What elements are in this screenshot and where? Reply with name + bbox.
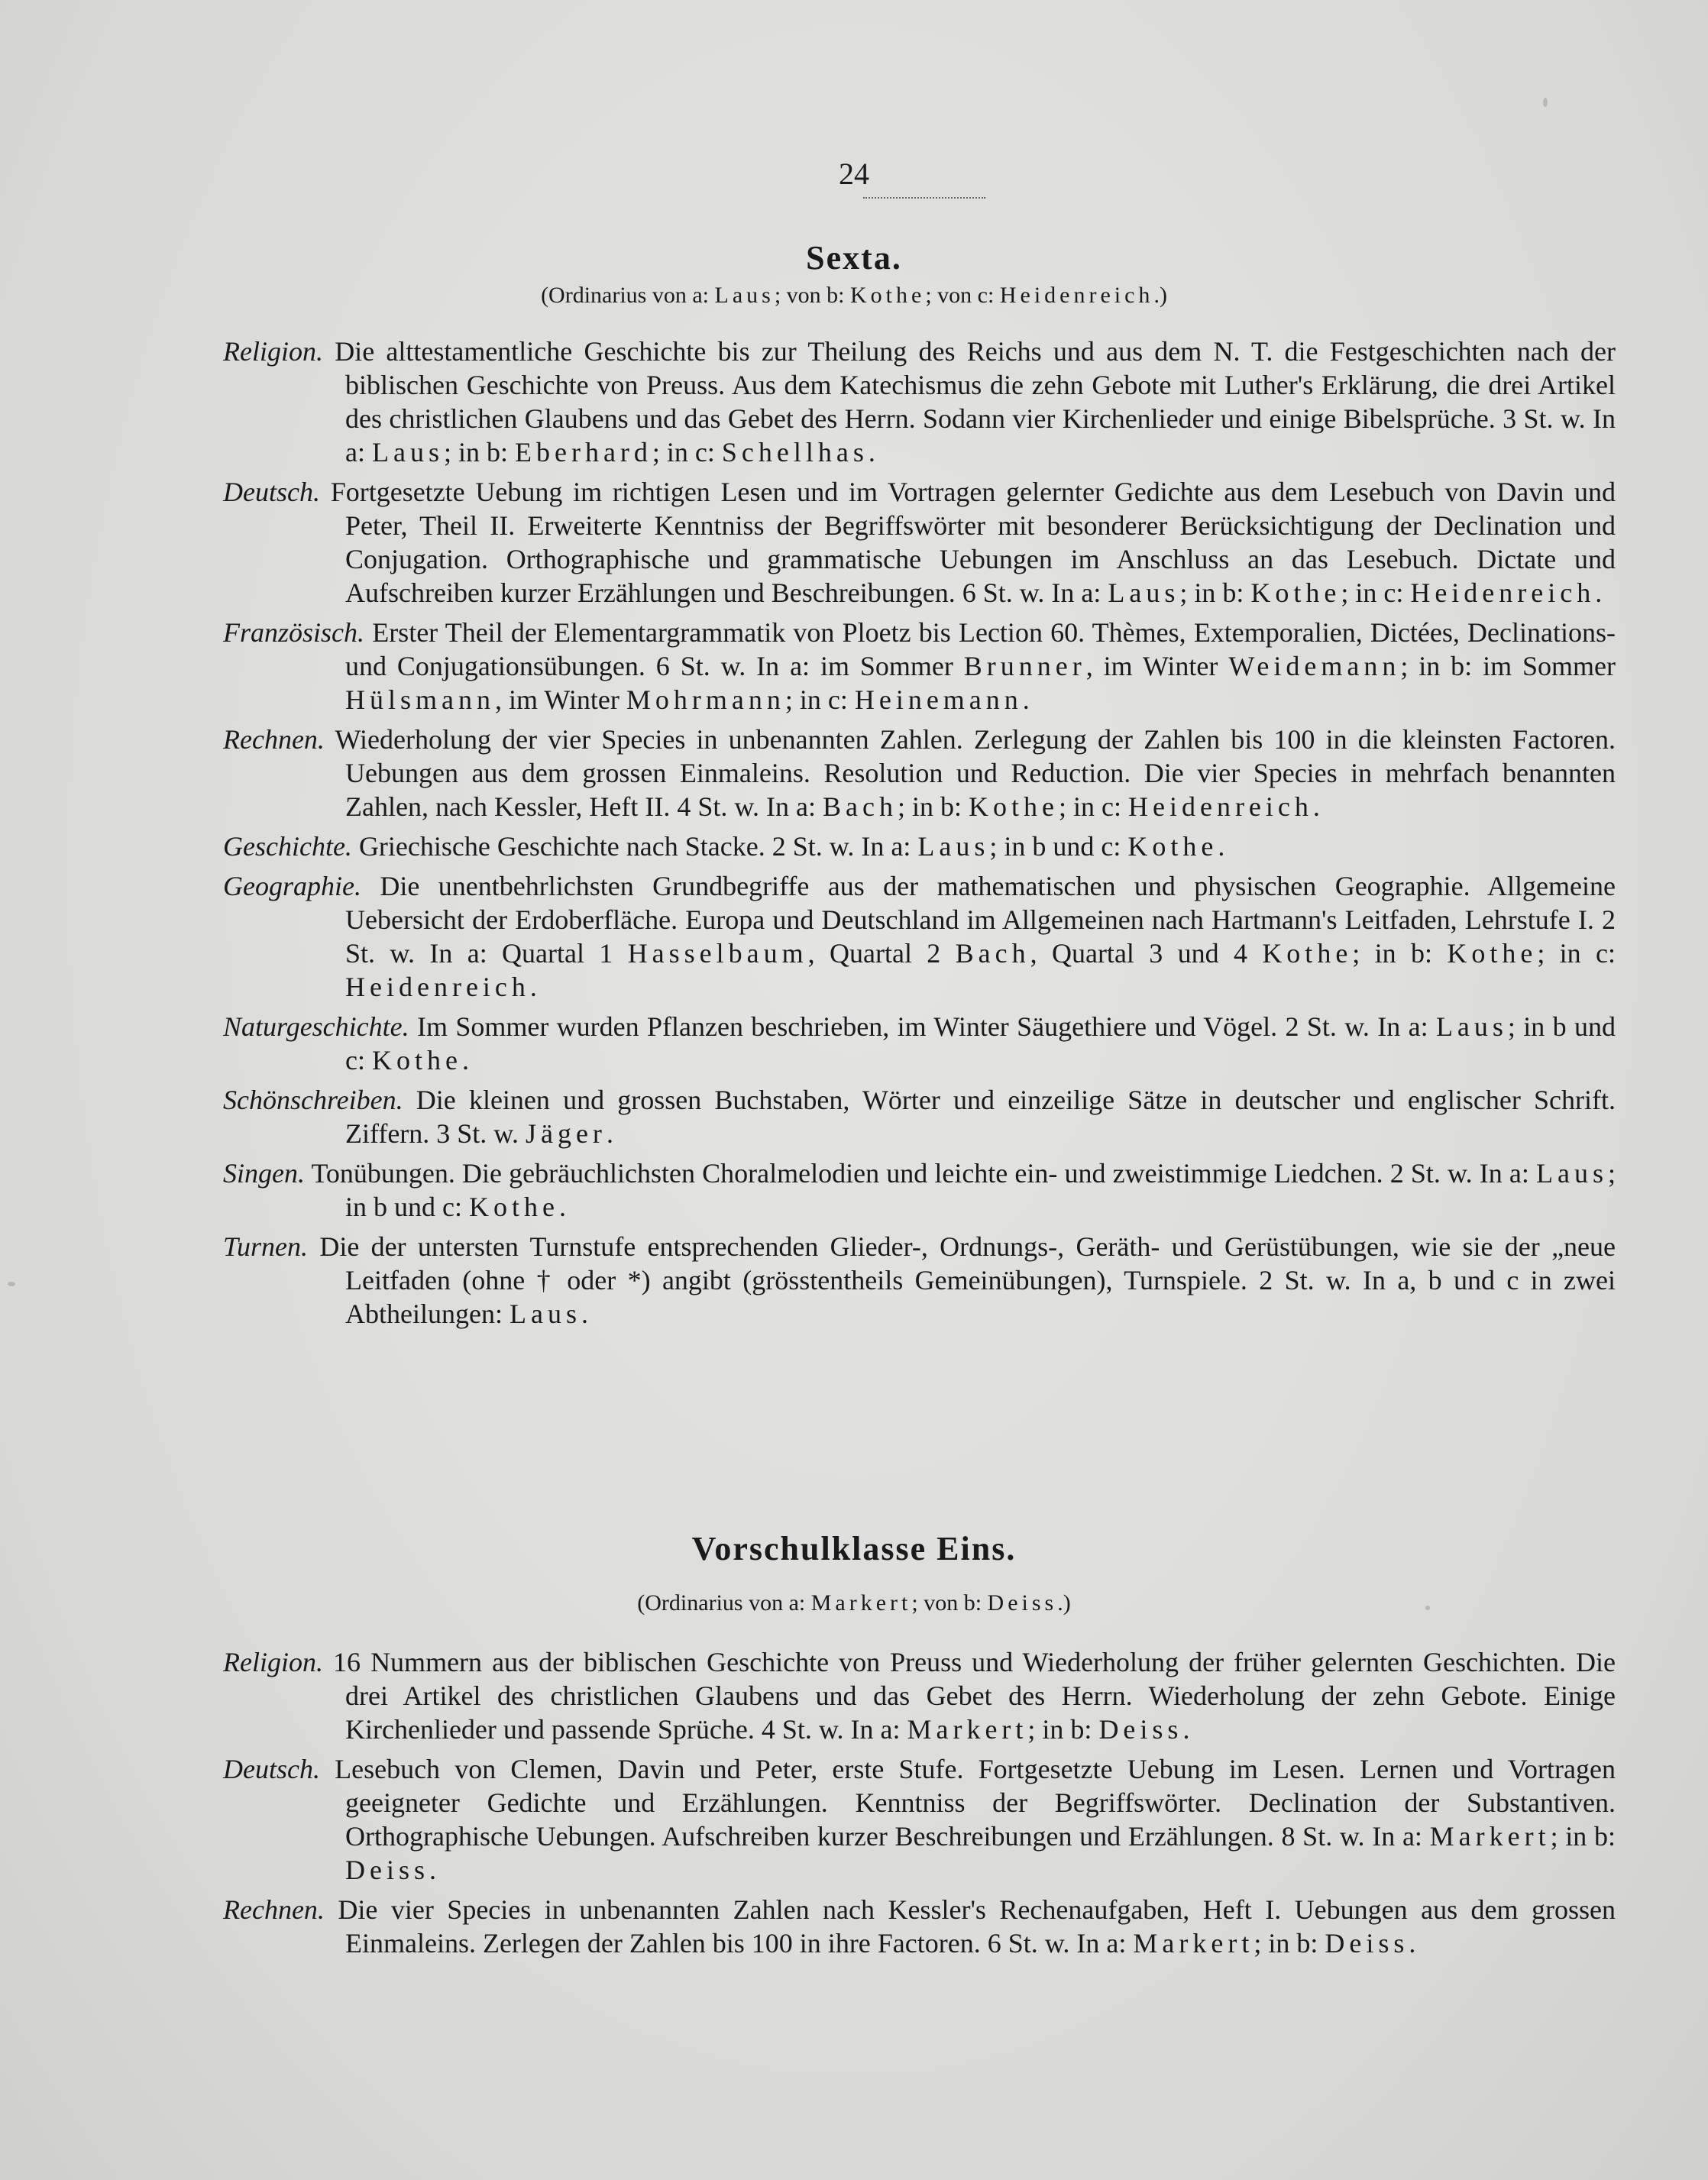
entry-franzoesisch: Französisch. Erster Theil der Elementargrammatik von Ploetz bis Lection 60. Thèmes, Extemporalien, Dictées, Declinations- und Conjugationsübungen. 6 St. w. In a: im Sommer Brunner, im Winter Weidemann; in b: im Sommer Hülsmann, im Winter Mohrmann; in c: Heinemann. xyxy=(223,617,1616,715)
entry-turnen: Turnen. Die der untersten Turnstufe entsprechenden Glieder-, Ordnungs-, Geräth- und Gerüstübungen, wie sie der „neue Leitfaden (ohne † oder *) angibt (grösstentheils Gemeinübungen), Turnspiele. 2 St. w. In a, b und c in zwei Abtheilungen: Laus. xyxy=(223,1231,1616,1329)
entry-deutsch-vorschule: Deutsch. Lesebuch von Clemen, Davin und Peter, erste Stufe. Fortgesetzte Uebung im Lesen. Lernen und Vortragen geeigneter Gedichte und Erzählungen. Kenntniss der Begriffswörter. Declination der Substantiven. Orthographische Uebungen. Aufschreiben kurzer Beschreibungen und Erzählungen. 8 St. w. In a: Markert; in b: Deiss. xyxy=(223,1754,1616,1885)
vorschulklasse-entries xyxy=(223,1645,1616,1960)
entry-religion: Religion. Die alttestamentliche Geschichte bis zur Theilung des Reichs und aus dem N. T. die Festgeschichten nach der biblischen Geschichte von Preuss. Aus dem Katechismus die zehn Gebote mit Luther's Erklärung, die drei Artikel des christlichen Glaubens und das Gebet des Herrn. Sodann vier Kirchenlieder und einige Bibelsprüche. 3 St. w. In a: Laus; in b: Eberhard; in c: Schellhas. xyxy=(223,336,1616,467)
entry-singen: Singen. Tonübungen. Die gebräuchlichsten Choralmelodien und leichte ein- und zweistimmige Liedchen. 2 St. w. In a: Laus; in b und c: Kothe. xyxy=(223,1158,1616,1222)
entry-geschichte: Geschichte. Griechische Geschichte nach Stacke. 2 St. w. In a: Laus; in b und c: Kothe. xyxy=(223,831,1225,862)
entry-religion-vorschule: Religion. 16 Nummern aus der biblischen Geschichte von Preuss und Wiederholung der früher gelernten Geschichten. Die drei Artikel des christlichen Glaubens und das Gebet des Herrn. Wiederholung der zehn Gebote. Einige Kirchenlieder und passende Sprüche. 4 St. w. In a: Markert; in b: Deiss. xyxy=(223,1647,1616,1745)
entry-naturgeschichte: Naturgeschichte. Im Sommer wurden Pflanzen beschrieben, im Winter Säugethiere und Vögel. 2 St. w. In a: Laus; in b und c: Kothe. xyxy=(223,1011,1616,1075)
ordinarius-sexta: (Ordinarius von a: Laus; von b: Kothe; von c: Heidenreich.) xyxy=(541,283,1167,308)
entry-deutsch: Deutsch. Fortgesetzte Uebung im richtigen Lesen und im Vortragen gelernter Gedichte aus dem Lesebuch von Davin und Peter, Theil II. Erweiterte Kenntniss der Begriffswörter mit besonderer Berücksichtigung der Declination und Conjugation. Orthographische und grammatische Uebungen im Anschluss an das Lesebuch. Dictate und Aufschreiben kurzer Erzählungen und Beschreibungen. 6 St. w. In a: Laus; in b: Kothe; in c: Heidenreich. xyxy=(223,477,1616,608)
page-number-rule xyxy=(863,192,985,199)
paper-blemish xyxy=(1543,98,1548,107)
sexta-entries xyxy=(223,335,1616,1331)
entry-schoenschreiben: Schönschreiben. Die kleinen und grossen Buchstaben, Wörter und einzeilige Sätze in deutscher und englischer Schrift. Ziffern. 3 St. w. Jäger. xyxy=(223,1085,1616,1149)
section-title-vorschulklasse: Vorschulklasse Eins. xyxy=(691,1530,1017,1567)
paper-blemish xyxy=(8,1282,15,1286)
entry-rechnen-vorschule: Rechnen. Die vier Species in unbenannten Zahlen nach Kessler's Rechenaufgaben, Heft I. Uebungen aus dem grossen Einmaleins. Zerlegen der Zahlen bis 100 in ihre Factoren. 6 St. w. In a: Markert; in b: Deiss. xyxy=(223,1894,1616,1958)
section-title-sexta: Sexta. xyxy=(806,239,902,277)
entry-geographie: Geographie. Die unentbehrlichsten Grundbegriffe aus der mathematischen und physischen Geographie. Allgemeine Uebersicht der Erdoberfläche. Europa und Deutschland im Allgemeinen nach Hartmann's Leitfaden, Lehrstufe I. 2 St. w. In a: Quartal 1 Hasselbaum, Quartal 2 Bach, Quartal 3 und 4 Kothe; in b: Kothe; in c: Heidenreich. xyxy=(223,871,1616,1002)
page-number: 24 xyxy=(839,157,869,191)
entry-rechnen: Rechnen. Wiederholung der vier Species in unbenannten Zahlen. Zerlegung der Zahlen bis 100 in die kleinsten Factoren. Uebungen aus dem grossen Einmaleins. Resolution und Reduction. Die vier Species in mehrfach benannten Zahlen, nach Kessler, Heft II. 4 St. w. In a: Bach; in b: Kothe; in c: Heidenreich. xyxy=(223,724,1616,822)
paper-blemish xyxy=(1425,1606,1430,1610)
ordinarius-vorschulklasse: (Ordinarius von a: Markert; von b: Deiss.) xyxy=(637,1590,1071,1616)
